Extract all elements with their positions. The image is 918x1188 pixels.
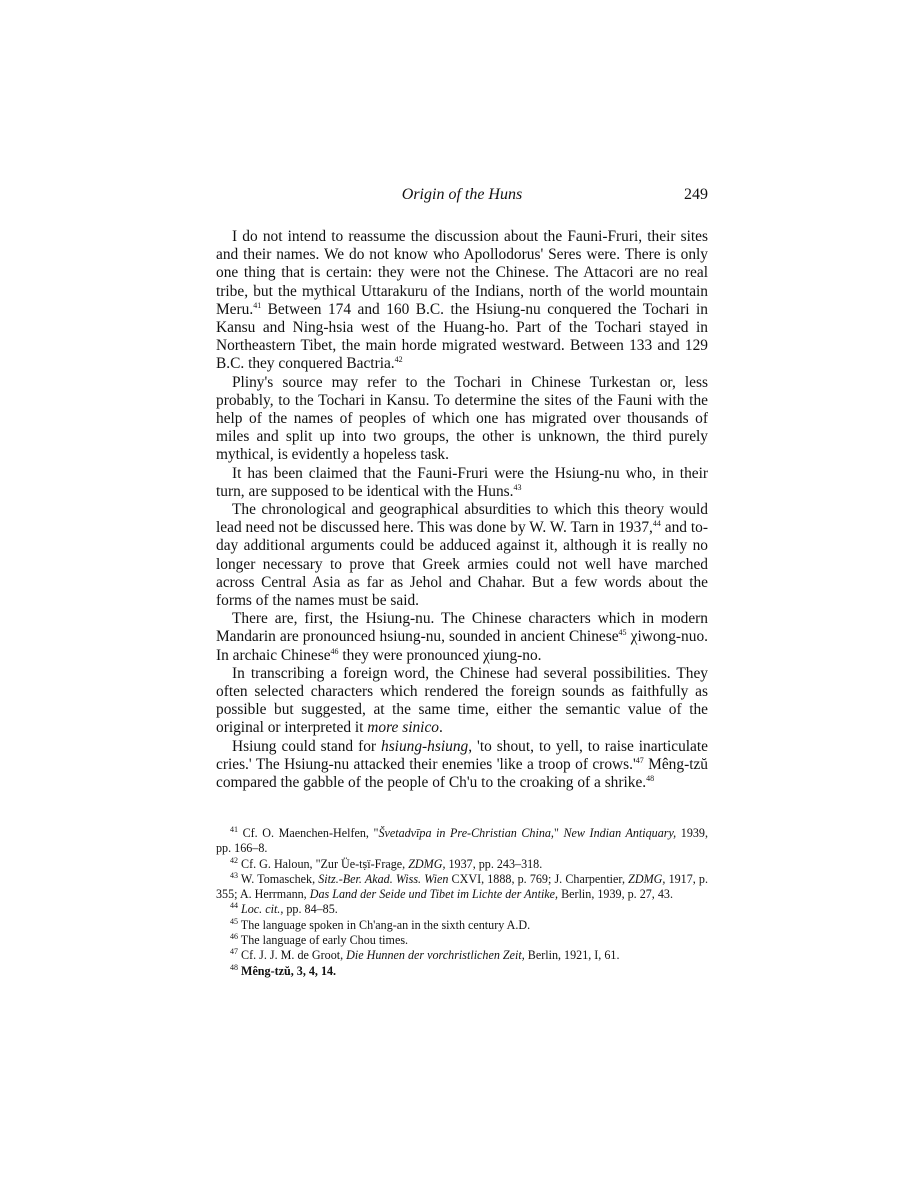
footnote-number: 45 [230, 916, 238, 926]
footnote-number: 48 [230, 962, 238, 972]
footnote-ref: 47 [635, 755, 644, 765]
body-text [216, 228, 708, 792]
footnote-ref: 41 [253, 300, 262, 310]
footnote-number: 42 [230, 855, 238, 865]
footnote-ref: 44 [652, 519, 661, 529]
footnote: $^{45}$ The language spoken in Ch'ang-an in the sixth century A.D. [230, 916, 531, 932]
footnote: $^{48}$ Mêng-tzŭ, 3, 4, 14. [230, 962, 337, 978]
footnote-ref: 45 [618, 628, 627, 638]
footnote: $^{46}$ The language of early Chou times. [230, 932, 409, 948]
paragraph: Hsiung could stand for hsiung-hsiung, 'to shout, to yell, to raise inarticulate cries.' The Hsiung-nu attacked their enemies 'like a troop of crows.'$^{47}$ Mêng-tzŭ compared the gabble of the people of Ch'u to the croaking of a shrike.$^{48}$ [216, 737, 709, 792]
footnote: $^{43}$ W. Tomaschek, Sitz.-Ber. Akad. Wiss. Wien CXVI, 1888, p. 769; J. Charpentier, ZDMG, 1917, p. 355; A. Herrmann, Das Land der Seide und Tibet im Lichte der Antike, Berlin, 1939, p. 27, 43. [216, 870, 708, 902]
paragraph: It has been claimed that the Fauni-Fruri were the Hsiung-nu who, in their turn, are supposed to be identical with the Huns.$^{43}$ [216, 464, 708, 500]
paragraph: In transcribing a foreign word, the Chinese had several possibilities. They often selected characters which rendered the foreign sounds as faithfully as possible but suggested, at the same time, either the semantic value of the original or interpreted it more sinico. [216, 664, 708, 737]
paragraph: The chronological and geographical absurdities to which this theory would lead need not be discussed here. This was done by W. W. Tarn in 1937,44 and to-day additional arguments could be adduced against it, although it is really no longer necessary to prove that Greek armies could not well have marched across Central Asia as far as Jehol and Chahar. But a few words about the forms of the names must be said. [216, 501, 709, 610]
footnote-number: 41 [230, 824, 238, 834]
paragraph: I do not intend to reassume the discussion about the Fauni-Fruri, their sites and their names. We do not know who Apollodorus' Seres were. There is only one thing that is certain: they were not the Chinese. The Attacori are no real tribe, but the mythical Uttarakuru of the Indians, north of the world mountain Meru.$^{41}$ Between 174 and 160 B.C. the Hsiung-nu conquered the Tochari in Kansu and Ning-hsia west of the Huang-ho. Part of the Tochari stayed in Northeastern Tibet, the main horde migrated westward. Between 133 and 129 B.C. they conquered Bactria.$^{42}$ [216, 228, 708, 373]
footnote: $^{41}$ Cf. O. Maenchen-Helfen, "Švetadvīpa in Pre-Christian China," New Indian Antiquary, 1939, pp. 166–8. [216, 824, 708, 856]
footnote-ref: 42 [394, 355, 403, 365]
footnotes [216, 826, 708, 979]
paragraph: There are, first, the Hsiung-nu. The Chinese characters which in modern Mandarin are pronounced hsiung-nu, sounded in ancient Chinese$^{45}$ χiwong-nuo. In archaic Chinese$^{46}$ they were pronounced χiung-no. [216, 610, 708, 664]
footnote-ref: 48 [646, 773, 655, 783]
footnote-number: 46 [230, 932, 238, 942]
footnote: $^{42}$ Cf. G. Haloun, "Zur Üe-tṣï-Frage, ZDMG, 1937, pp. 243–318. [230, 855, 543, 871]
footnote: $^{47}$ Cf. J. J. M. de Groot, Die Hunnen der vorchristlichen Zeit, Berlin, 1921, I, 61. [230, 947, 620, 963]
footnote-ref: 46 [330, 646, 339, 656]
paragraph: Pliny's source may refer to the Tochari in Chinese Turkestan or, less probably, to the Tochari in Kansu. To determine the sites of the Fauni with the help of the names of peoples of which one has migrated over thousands of miles and split up into two groups, the other is unknown, the third purely mythical, is evidently a hopeless task. [216, 373, 708, 464]
footnote-number: 44 [230, 901, 238, 911]
footnote-number: 47 [230, 947, 238, 957]
footnote-ref: 43 [513, 482, 522, 492]
running-head [216, 186, 708, 210]
page-number: 249 [684, 186, 708, 203]
footnote-number: 43 [230, 870, 238, 880]
running-title: Origin of the Huns [401, 186, 523, 203]
footnote: $^{44}$ Loc. cit., pp. 84–85. [230, 901, 338, 917]
